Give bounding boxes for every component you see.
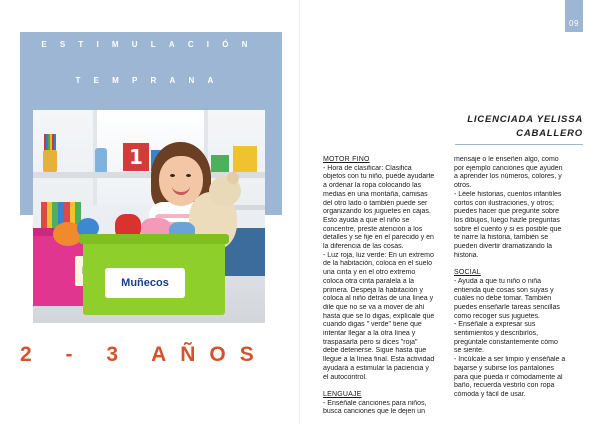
- text-line: detalles y se fije en el parecido y en: [323, 234, 434, 242]
- social-body: [454, 278, 582, 400]
- photo-number-block: 1: [123, 143, 149, 171]
- text-line: la diferencia de las cosas.: [323, 243, 404, 251]
- text-line: coloca al niño detrás de una línea y: [323, 295, 434, 303]
- photo-green-block: [211, 155, 229, 172]
- text-line: para que pueda ir cómodamente al: [454, 373, 563, 381]
- text-line: sobre el cuento y si es posible que: [454, 225, 562, 233]
- text-line: a aprender los números, colores, y: [454, 173, 562, 181]
- text-column-2: [454, 156, 582, 400]
- text-line: cómoda y fácil de usar.: [454, 390, 526, 398]
- text-line: debe detenerse. Sigue hasta que: [323, 347, 427, 355]
- text-line: - Léele historias, cuentos infantiles: [454, 190, 562, 198]
- text-line: intentar llegar a la otra línea y: [323, 330, 416, 338]
- green-bin-label: Muñecos: [105, 268, 185, 298]
- text-line: cortos con ilustraciones, y otros;: [454, 199, 554, 207]
- text-line: una cinta y en el otro extremo: [323, 269, 416, 277]
- text-line: - Ayuda a que tu niño o niña: [454, 277, 542, 285]
- text-line: traspasarla pero si dices "roja": [323, 338, 418, 346]
- text-line: cuando digas " verde" tiene que: [323, 321, 422, 329]
- photo-jar: [95, 148, 107, 172]
- girl-right-eye: [186, 174, 191, 177]
- motor-fino-body: [323, 165, 447, 383]
- title-estimulacion: ESTIMULACIÓN: [41, 40, 261, 49]
- text-line: de la habitación, coloca en el suelo: [323, 260, 432, 268]
- text-line: Esto ayuda a que el niño se: [323, 216, 410, 224]
- author-line-2: CABALLERO: [516, 128, 583, 139]
- text-line: pueden divertir dramatizando la: [454, 243, 553, 251]
- title-temprana: TEMPRANA: [75, 76, 227, 85]
- text-line: - Enséñale canciones para niños,: [323, 399, 427, 407]
- photo-green-bin-rim: [79, 234, 229, 244]
- text-line: te narre la historia, también se: [454, 234, 549, 242]
- section-heading-social: SOCIAL: [454, 269, 481, 277]
- author-byline: [440, 113, 583, 141]
- text-line: - Enséñale a expresar sus: [454, 321, 536, 329]
- text-line: hasta que se lo digas, explícale que: [323, 312, 435, 320]
- text-line: - Luz roja, luz verde: En un extremo: [323, 251, 434, 259]
- text-line: primera. Despeja la habitación y: [323, 286, 423, 294]
- page-fold: [299, 0, 300, 424]
- author-line-1: LICENCIADA YELISSA: [467, 114, 583, 125]
- lenguaje-body-continued: [454, 156, 582, 260]
- text-line: bajarse y subirse los pantalones: [454, 364, 555, 372]
- text-line: el autocontrol.: [323, 373, 367, 381]
- text-line: organizando los juguetes en cajas.: [323, 208, 431, 216]
- section-heading-motor-fino: MOTOR FINO: [323, 156, 370, 163]
- text-line: del otro lado o también puede ser: [323, 199, 428, 207]
- child-photo: [33, 110, 265, 323]
- text-line: concentre, preste atención a los: [323, 225, 423, 233]
- text-line: se siente.: [454, 347, 484, 355]
- text-line: objetos con tu niño, puede ayudarte: [323, 173, 435, 181]
- text-line: entienda qué cosas son suyas y: [454, 286, 554, 294]
- text-line: - Hora de clasificar: Clasifica: [323, 164, 412, 172]
- text-line: como recoger sus juguetes.: [454, 312, 540, 320]
- teddy-bear-ear: [227, 172, 239, 184]
- text-line: cuáles no debe tomar. También: [454, 295, 552, 303]
- age-range-title: 2 - 3 AÑOS: [20, 343, 268, 366]
- section-heading-lenguaje: LENGUAJE: [323, 390, 362, 398]
- text-line: - Incúlcale a ser limpio y enséñale a: [454, 356, 566, 364]
- text-line: historia.: [454, 251, 479, 259]
- text-line: dile que no se va a mover de ahí: [323, 303, 425, 311]
- girl-left-eye: [170, 174, 175, 177]
- text-column-1: [323, 156, 447, 417]
- text-line: por ejemplo canciones que ayuden: [454, 164, 563, 172]
- text-line: pregúntale constantemente cómo: [454, 338, 558, 346]
- text-line: puedes hacer que pregunte sobre: [454, 208, 560, 216]
- text-line: busca canciones que le dejen un: [323, 408, 425, 416]
- text-line: medias en una montaña, camisas: [323, 190, 428, 198]
- page-number: 09: [569, 19, 579, 28]
- text-line: mensaje o le enseñen algo, como: [454, 156, 559, 163]
- lenguaje-body: [323, 400, 447, 417]
- text-line: los dibujos, luego hazle preguntas: [454, 216, 560, 224]
- photo-yellow-block: [233, 146, 257, 172]
- text-line: a ordenar la ropa colocando las: [323, 182, 422, 190]
- text-line: coloca otra cinta paralela a la: [323, 277, 415, 285]
- text-line: llegue a la línea final. Esta actividad: [323, 356, 435, 364]
- photo-pencil-cup: [43, 150, 57, 172]
- text-line: sentimientos y describirlos,: [454, 330, 539, 338]
- text-line: baño, recuerda vestirlo con ropa: [454, 382, 555, 390]
- text-line: ayudará a estimular la paciencia y: [323, 364, 429, 372]
- text-line: otros.: [454, 182, 472, 190]
- text-line: puedes enseñarle tareas sencillas: [454, 303, 560, 311]
- author-divider: [455, 144, 583, 145]
